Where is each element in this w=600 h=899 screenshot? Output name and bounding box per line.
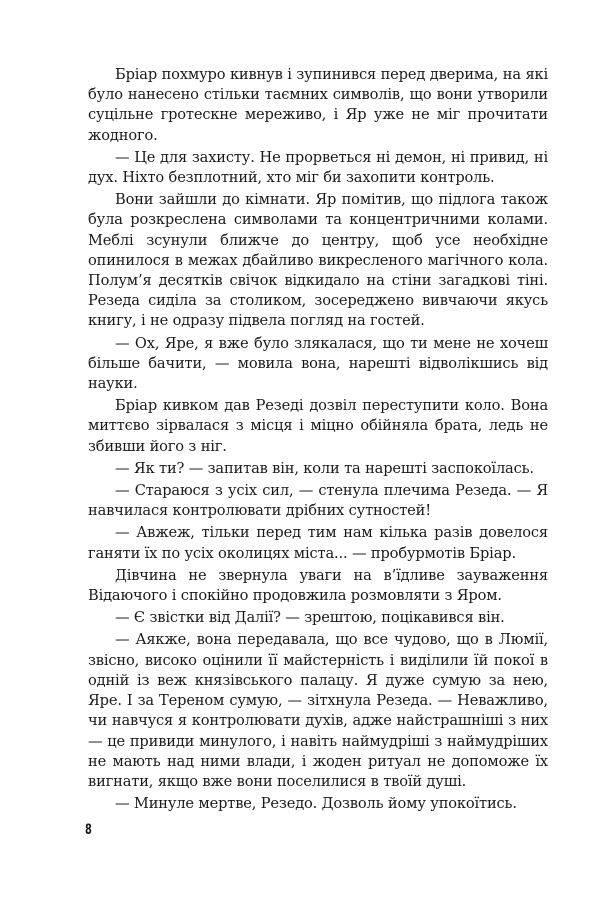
body-text (88, 65, 548, 816)
paragraph: Вони зайшли до кімнати. Яр помітив, що підлога також була розкреслена символами та концентричними колами. Меблі зсунули ближче до центру, щоб усе необхідне опинилося в межах дбайливо викресленого магічного кола. Полум’я десятків свічок відкидало на стіни загадкові тіні. Резеда сиділа за столиком, зосереджено вивчаючи якусь книгу, і не одразу підвела погляд на гостей. (88, 191, 548, 330)
paragraph: — Авжеж, тільки перед тим нам кілька разів довелося ганяти їх по усіх околицях міста... — пробурмотів Бріар. (88, 524, 548, 562)
paragraph: — Аякже, вона передавала, що все чудово, що в Люмії, звісно, високо оцінили її майстерність і виділили їй покої в одній із веж князівського палацу. Я дуже сумую за нею, Яре. І за Тереном сумую, — зітхнула Резеда. — Неважливо, чи навчуся я контролювати духів, адже найстрашніші з них — це привиди минулого, і навіть наймудріші з наймудріших не мають над ними влади, і жоден ритуал не допоможе їх вигнати, якщо вже вони поселилися в твоїй душі. (88, 631, 548, 790)
paragraph: Бріар кивком дав Резеді дозвіл переступити коло. Вона миттєво зірвалася з місця і міцно обійняла брата, ледь не збивши його з ніг. (88, 397, 548, 455)
paragraph: — Ох, Яре, я вже було злякалася, що ти мене не хочеш більше бачити, — мовила вона, нарешті відволікшись від науки. (88, 334, 548, 393)
paragraph: — Як ти? — запитав він, коли та нарешті заспокоїлась. (115, 459, 534, 477)
paragraph: — Це для захисту. Не прорветься ні демон, ні привид, ні дух. Ніхто безплотний, хто міг би захопити контроль. (88, 148, 548, 187)
paragraph: Бріар похмуро кивнув і зупинився перед дверима, на які було нанесено стільки таємних символів, що вони утворили суцільне гротескне мереживо, і Яр уже не міг прочитати жодного. (88, 66, 548, 144)
page-number: 8 (85, 822, 92, 838)
paragraph: Дівчина не звернула уваги на в’їдливе зауваження Відаючого і спокійно продовжила розмовляти з Яром. (88, 566, 548, 605)
paragraph: — Минуле мертве, Резедо. Дозволь йому упокоїтись. (115, 795, 517, 813)
paragraph: — Стараюся з усіх сил, — стенула плечима Резеда. — Я навчилася контролювати дрібних сутностей! (88, 482, 548, 520)
paragraph: — Є звістки від Далії? — зрештою, поцікавився він. (115, 609, 505, 627)
